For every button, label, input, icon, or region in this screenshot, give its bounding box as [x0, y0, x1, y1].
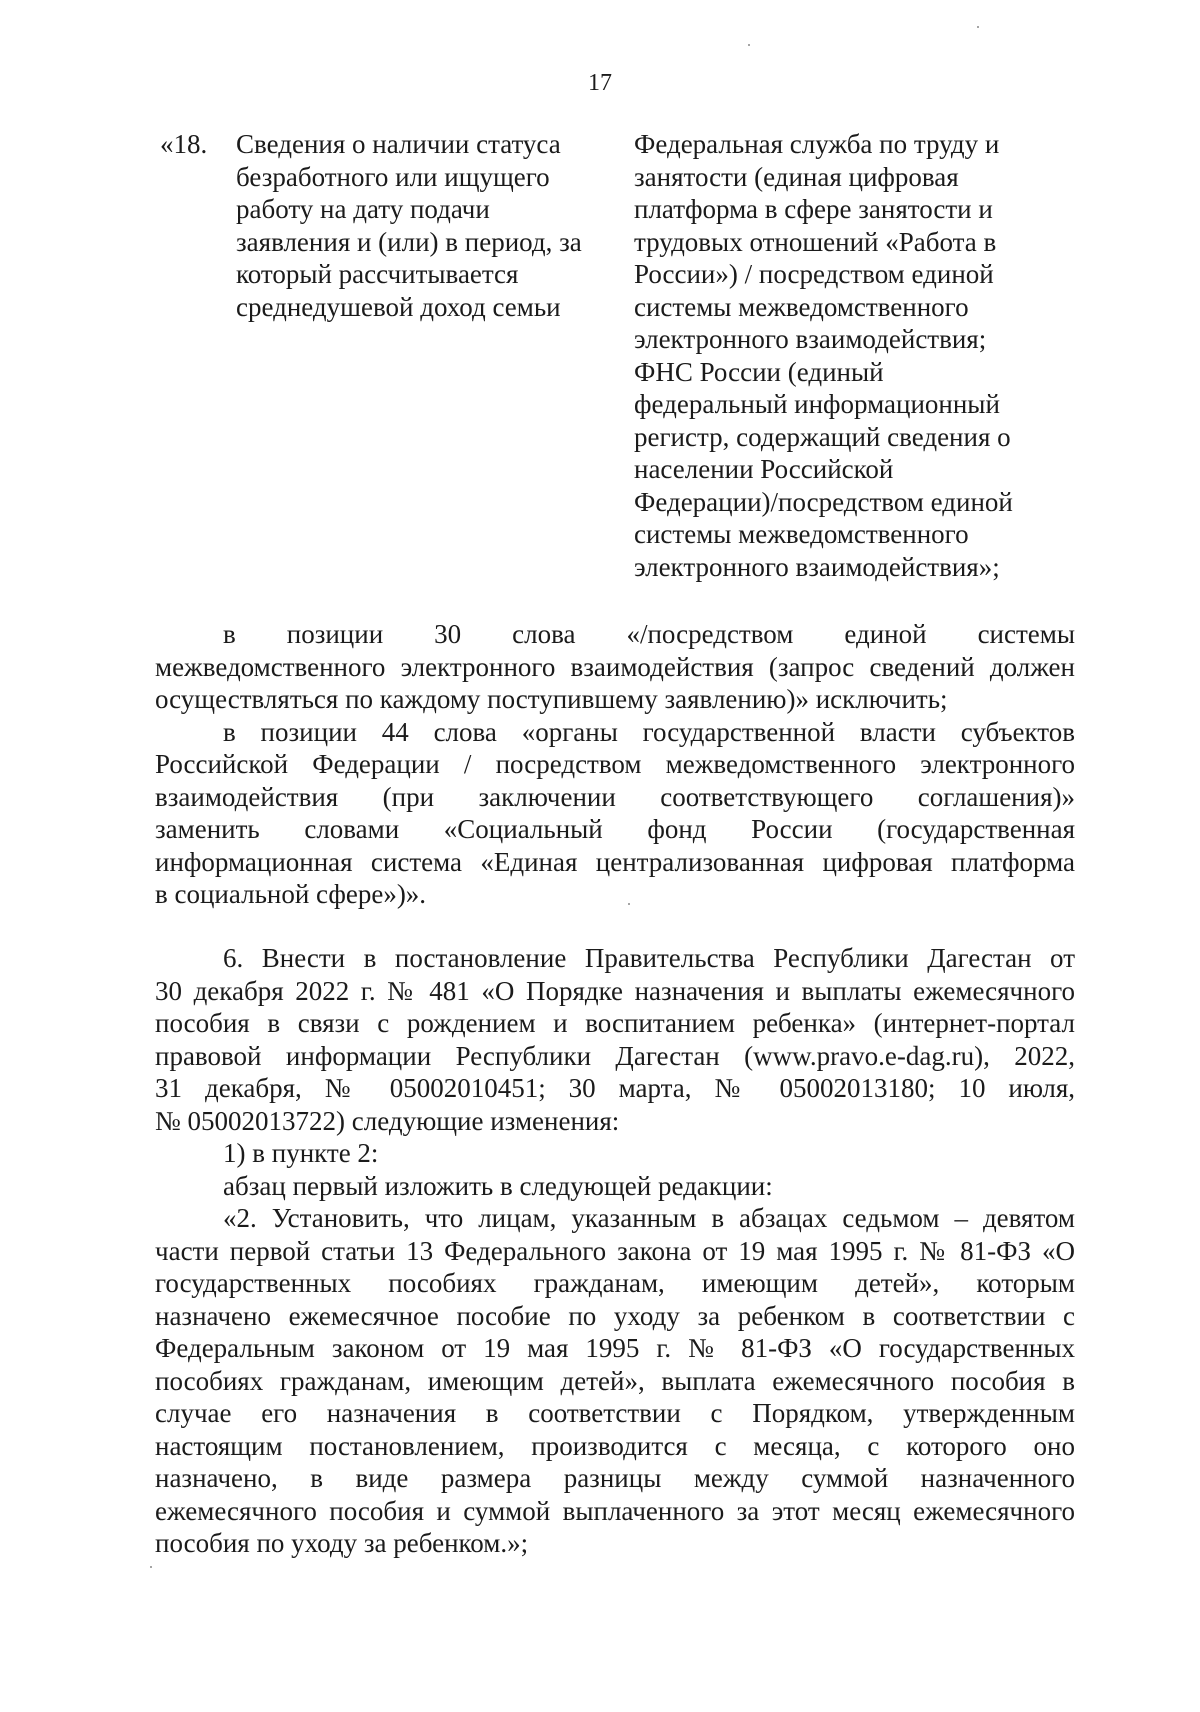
text-line: взаимодействия (при заключении соответствующего соглашения)» — [155, 781, 1075, 812]
text-line: пособия в связи с рождением и воспитанием ребенка» (интернет-портал — [155, 1008, 1075, 1038]
text-line: Сведения о наличии статуса — [236, 129, 561, 159]
text-line: регистр, содержащий сведения о — [634, 421, 1011, 452]
text-line: в социальной сфере»)». — [155, 879, 427, 909]
text-line: пособия по уходу за ребенком.»; — [155, 1528, 529, 1558]
scan-speck — [977, 26, 979, 28]
text-line: в позиции 30 слова «/посредством единой системы — [223, 619, 1075, 649]
paragraph-item-6 — [155, 942, 1075, 1137]
text-line: который рассчитывается — [236, 259, 519, 289]
amendment-block — [155, 618, 1075, 911]
text-line: населении Российской — [634, 454, 894, 484]
text-line: правовой информации Республики Дагестан (www.pravo.e-dag.ru), 2022, — [155, 1040, 1075, 1071]
text-line: электронного взаимодействия»; — [634, 551, 1000, 582]
text-line: пособиях гражданам, имеющим детей», выплата ежемесячного пособия в — [155, 1365, 1075, 1396]
text-line: Федерации)/посредством единой — [634, 486, 1013, 517]
position-source — [634, 128, 1054, 583]
scan-speck — [150, 1566, 152, 1568]
text-line: среднедушевой доход семьи — [236, 291, 561, 322]
scan-speck — [748, 44, 750, 46]
text-line: случае его назначения в соответствии с Порядком, утвержденным — [155, 1398, 1075, 1428]
text-line: 1) в пункте 2: — [223, 1138, 379, 1168]
text-line: электронного взаимодействия; — [634, 324, 987, 354]
text-line: России») / посредством единой — [634, 259, 994, 289]
text-line: назначено, в виде размера разницы между суммой назначенного — [155, 1463, 1075, 1493]
text-line: системы межведомственного — [634, 291, 969, 322]
text-line: настоящим постановлением, производится с месяца, с которого оно — [155, 1430, 1075, 1461]
text-line: занятости (единая цифровая — [634, 161, 959, 192]
text-line: 31 декабря, № 05002010451; 30 марта, № 05002013180; 10 июля, — [155, 1073, 1075, 1103]
text-line: информационная система «Единая централизованная цифровая платформа — [155, 846, 1075, 877]
text-line: Российской Федерации / посредством межведомственного электронного — [155, 749, 1075, 779]
text-line: безработного или ищущего — [236, 161, 550, 192]
text-line: 30 декабря 2022 г. № 481 «О Порядке назначения и выплаты ежемесячного — [155, 975, 1075, 1006]
page-number: 17 — [588, 70, 612, 96]
paragraph-new-wording — [155, 1202, 1075, 1560]
amendment-block — [155, 942, 1075, 1560]
text-line: работу на дату подачи — [236, 194, 490, 224]
paragraph-position-30 — [155, 618, 1075, 716]
text-line: ежемесячного пособия и суммой выплаченного за этот месяц ежемесячного — [155, 1495, 1075, 1526]
paragraph-position-44 — [155, 716, 1075, 911]
text-line: 6. Внести в постановление Правительства Республики Дагестан от — [223, 943, 1075, 973]
text-line: федеральный информационный — [634, 389, 1000, 419]
text-line: в позиции 44 слова «органы государственной власти субъектов — [223, 716, 1075, 747]
paragraph-subitem-1 — [155, 1137, 1075, 1170]
text-line: межведомственного электронного взаимодействия (запрос сведений должен — [155, 651, 1075, 682]
text-line: платформа в сфере занятости и — [634, 194, 993, 224]
text-line: абзац первый изложить в следующей редакции: — [223, 1170, 773, 1201]
text-line: заменить словами «Социальный фонд России (государственная — [155, 814, 1075, 844]
text-line: системы межведомственного — [634, 519, 969, 549]
paragraph-abzac — [155, 1170, 1075, 1203]
text-line: Федеральная служба по труду и — [634, 129, 1000, 159]
text-line: Федеральным законом от 19 мая 1995 г. № 81-ФЗ «О государственных — [155, 1333, 1075, 1363]
text-line: осуществляться по каждому поступившему заявлению)» исключить; — [155, 684, 948, 714]
text-line: № 05002013722) следующие изменения: — [155, 1105, 620, 1136]
position-number: «18. — [160, 129, 208, 159]
text-line: «2. Установить, что лицам, указанным в абзацах седьмом – девятом — [223, 1203, 1075, 1233]
text-line: государственных пособиях гражданам, имеющим детей», которым — [155, 1268, 1075, 1298]
text-line: назначено ежемесячное пособие по уходу за ребенком в соответствии с — [155, 1300, 1075, 1331]
text-line: трудовых отношений «Работа в — [634, 226, 997, 257]
scan-speck — [628, 903, 630, 905]
text-line: заявления и (или) в период, за — [236, 226, 582, 257]
text-line: ФНС России (единый — [634, 356, 884, 387]
position-description — [236, 128, 616, 323]
text-line: части первой статьи 13 Федерального закона от 19 мая 1995 г. № 81-ФЗ «О — [155, 1235, 1075, 1266]
